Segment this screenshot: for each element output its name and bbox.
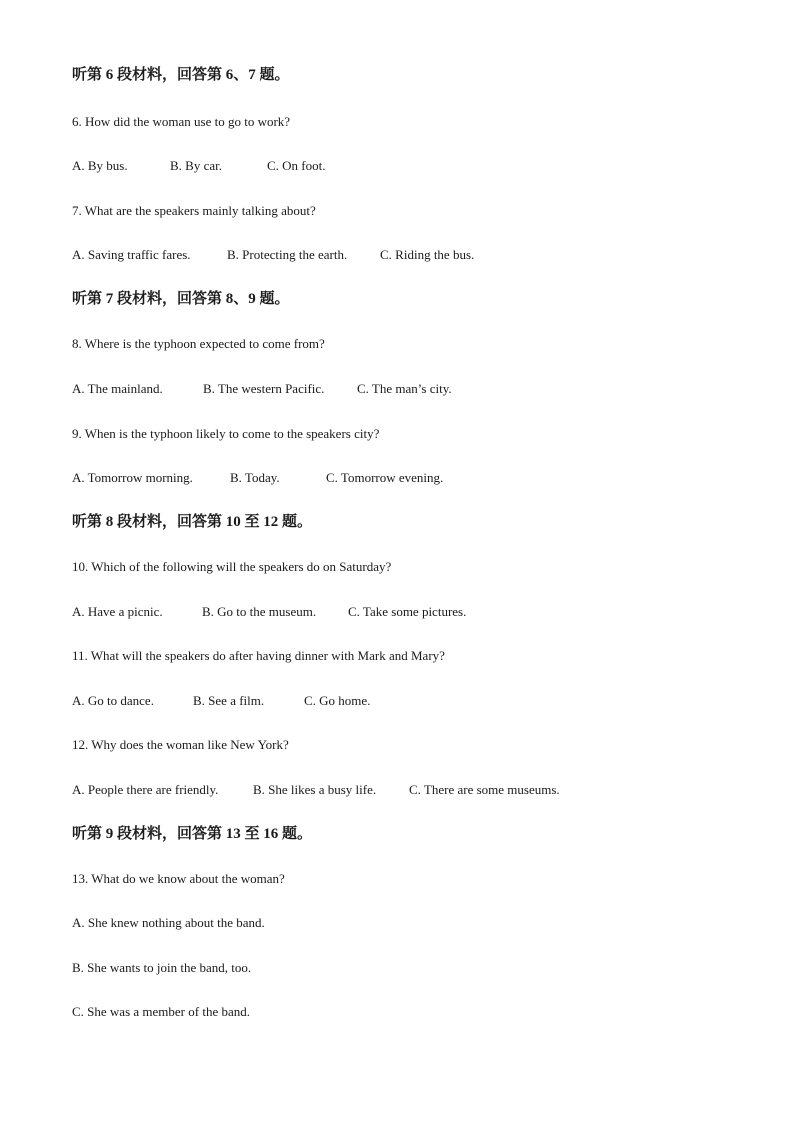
- option-b: B. Go to the museum.: [202, 604, 317, 619]
- option-c: C. There are some museums.: [409, 782, 560, 797]
- option-b: B. She likes a busy life.: [253, 782, 377, 797]
- question-stem: 12. Why does the woman like New York?: [72, 737, 289, 752]
- option-a: A. Saving traffic fares.: [72, 247, 191, 262]
- option-b: B. The western Pacific.: [203, 381, 325, 396]
- option-b: B. By car.: [170, 158, 222, 173]
- option-b: B. Today.: [230, 470, 280, 485]
- option-c: C. On foot.: [267, 158, 326, 173]
- question-stem: 11. What will the speakers do after having dinner with Mark and Mary?: [72, 648, 445, 663]
- option-a: A. She knew nothing about the band.: [72, 915, 265, 930]
- section-heading: 听第 8 段材料，回答第 10 至 12 题。: [72, 514, 313, 530]
- option-c: C. Tomorrow evening.: [326, 470, 444, 485]
- question-stem: 6. How did the woman use to go to work?: [72, 114, 291, 129]
- option-b: B. Protecting the earth.: [227, 247, 348, 262]
- option-c: C. Take some pictures.: [348, 604, 467, 619]
- option-c: C. Riding the bus.: [380, 247, 475, 262]
- option-b: B. She wants to join the band, too.: [72, 960, 252, 975]
- question-stem: 9. When is the typhoon likely to come to the speakers city?: [72, 426, 380, 441]
- option-b: B. See a film.: [193, 693, 265, 708]
- option-a: A. The mainland.: [72, 381, 163, 396]
- question-stem: 13. What do we know about the woman?: [72, 871, 285, 886]
- option-a: A. Go to dance.: [72, 693, 154, 708]
- option-a: A. By bus.: [72, 158, 128, 173]
- option-c: C. She was a member of the band.: [72, 1004, 250, 1019]
- section-heading: 听第 7 段材料，回答第 8、9 题。: [72, 291, 290, 307]
- question-stem: 8. Where is the typhoon expected to come from?: [72, 336, 325, 351]
- option-a: A. People there are friendly.: [72, 782, 219, 797]
- option-c: C. Go home.: [304, 693, 371, 708]
- section-heading: 听第 6 段材料，回答第 6、7 题。: [72, 67, 290, 83]
- section-heading: 听第 9 段材料，回答第 13 至 16 题。: [72, 826, 313, 842]
- option-a: A. Have a picnic.: [72, 604, 163, 619]
- question-stem: 7. What are the speakers mainly talking about?: [72, 203, 316, 218]
- option-c: C. The man’s city.: [357, 381, 452, 396]
- option-a: A. Tomorrow morning.: [72, 470, 193, 485]
- question-stem: 10. Which of the following will the speakers do on Saturday?: [72, 559, 392, 574]
